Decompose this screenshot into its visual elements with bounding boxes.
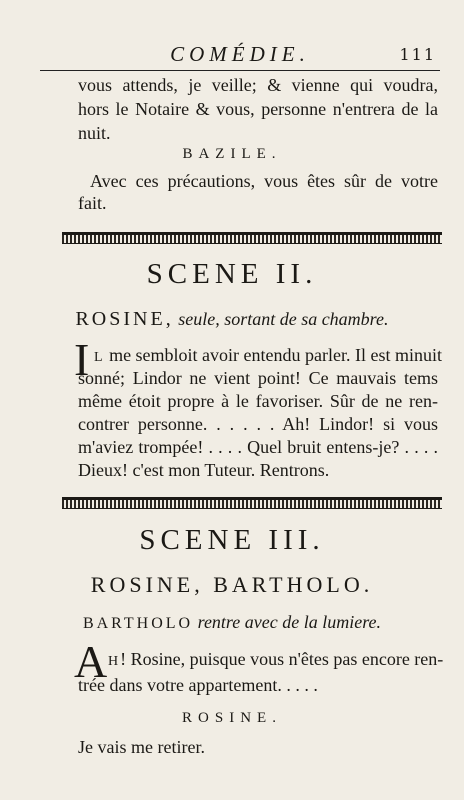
drop-cap: A [74, 636, 108, 687]
running-header [40, 42, 440, 71]
text-line: Je vais me retirer. [78, 737, 205, 757]
text-line: sonné; Lindor ne vient point! Ce mauvais tems [78, 368, 438, 388]
text-line: même étoit propre à le favoriser. Sûr de ne ren- [78, 391, 438, 411]
text-line: hors le Notaire & vous, personne n'entrera de la [78, 99, 438, 119]
stage-direction-text: rentre avec de la lumiere. [197, 612, 382, 632]
line-text: me sembloit avoir entendu parler. Il est minuit [109, 345, 442, 365]
text-line: nuit. [78, 123, 111, 143]
text-line [94, 344, 442, 369]
first-word-rest: L [94, 350, 105, 365]
text-line: fait. [78, 193, 107, 213]
ornamental-rule [62, 497, 442, 509]
stage-direction-text: seule, sortant de sa chambre. [178, 309, 389, 329]
speaker-bazile: BAZILE. [182, 146, 282, 162]
line-text: ! Rosine, puisque vous n'êtes pas encore ren- [120, 649, 444, 669]
text-line [108, 648, 444, 673]
header-title: COMÉDIE. [170, 42, 310, 66]
cast-list: ROSINE, BARTHOLO. [90, 572, 374, 597]
stage-direction [0, 612, 464, 633]
stage-direction [0, 308, 464, 331]
speaker-rosine: ROSINE. [182, 710, 282, 726]
stage-name: BARTHOLO [82, 615, 194, 632]
page-number: 111 [399, 45, 436, 64]
text-line: vous attends, je veille; & vienne qui voudra, [78, 75, 438, 95]
text-line: contrer personne. . . . . . Ah! Lindor! si vous [78, 414, 438, 434]
stage-name: ROSINE, [75, 308, 174, 330]
text-line: Avec ces précautions, vous êtes sûr de votre [90, 171, 438, 191]
ornamental-rule [62, 232, 442, 244]
text-line: m'aviez trompée! . . . . Quel bruit entens-je? . . . . [78, 437, 438, 457]
first-word-rest: H [108, 654, 121, 669]
text-line: Dieux! c'est mon Tuteur. Rentrons. [78, 460, 330, 480]
scene-heading: SCENE III. [139, 524, 325, 556]
scene-heading: SCENE II. [146, 258, 318, 290]
text-line: trée dans votre appartement. . . . . [78, 675, 318, 695]
drop-cap: I [74, 334, 90, 385]
